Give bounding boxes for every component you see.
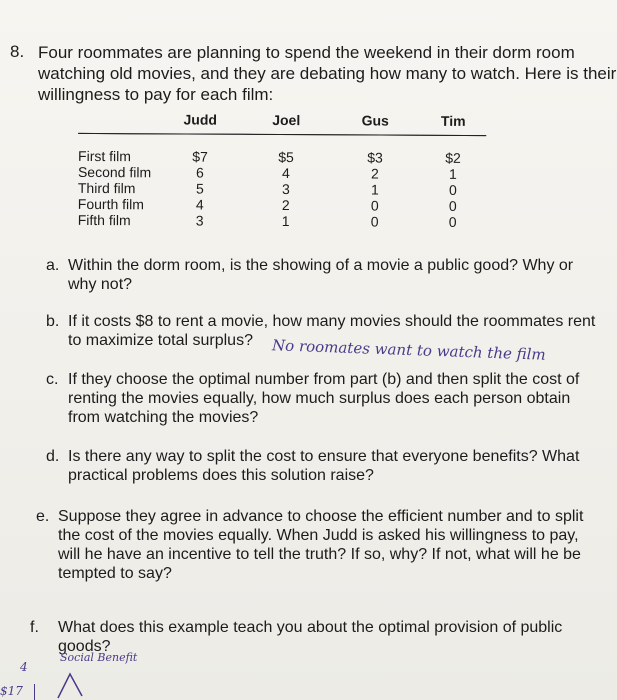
table-row	[78, 196, 486, 214]
part-line: practical problems does this solution raise?	[68, 467, 374, 484]
table-cell: 0	[370, 197, 379, 214]
part-label: c.	[46, 371, 59, 388]
question-number: 8.	[10, 42, 25, 61]
part-line: Within the dorm room, is the showing of a movie a public good? Why or	[68, 257, 574, 274]
table-cell: 0	[370, 213, 379, 230]
table-cell: 5	[195, 180, 204, 197]
part-label: a.	[46, 257, 60, 274]
question-line: Four roommates are planning to spend the weekend in their dorm room	[38, 43, 575, 62]
handwritten-margin-mark: 4	[20, 660, 28, 674]
table-cell: 1	[370, 181, 379, 198]
handwritten-answer-b: No roomates want to watch the film	[271, 336, 546, 364]
table-row	[78, 212, 486, 230]
table-cell: 0	[448, 197, 457, 214]
part-label: f.	[30, 619, 39, 636]
table-header: Judd	[183, 111, 218, 128]
row-label: Fourth film	[77, 195, 144, 213]
handwritten-margin-amount: $17	[0, 684, 35, 700]
part-line: to maximize total surplus?	[68, 332, 253, 349]
table-cell: $2	[445, 149, 461, 166]
row-label: Third film	[77, 179, 136, 197]
question-prompt	[38, 42, 617, 105]
part-label: d.	[46, 448, 60, 465]
table-cell: 4	[282, 165, 290, 182]
part-line: tempted to say?	[58, 565, 172, 582]
table-cell: 6	[196, 164, 204, 181]
row-label: Second film	[77, 163, 152, 181]
handwritten-stroke	[56, 668, 116, 700]
willingness-to-pay-table	[78, 111, 487, 230]
row-label: Fifth film	[77, 211, 131, 229]
table-header-row	[78, 111, 486, 136]
table-cell: $5	[278, 148, 294, 166]
part-line: What does this example teach you about the optimal provision of public	[58, 619, 563, 636]
part-line: renting the movies equally, how much surplus does each person obtain	[68, 390, 571, 407]
table-header	[78, 111, 158, 134]
handwritten-note-social-benefit: Social Benefit	[60, 651, 138, 664]
table-row	[78, 133, 486, 166]
part-line: If it costs $8 to rent a movie, how many movies should the roommates rent	[68, 313, 596, 330]
part-text	[68, 447, 579, 485]
table-header: Joel	[272, 111, 301, 129]
part-line: If they choose the optimal number from part (b) and then split the cost of	[68, 371, 580, 388]
table-cell: $7	[192, 148, 208, 165]
part-line: Suppose they agree in advance to choose the efficient number and to split	[58, 508, 584, 525]
part-line: why not?	[68, 276, 133, 293]
table-row	[78, 164, 486, 182]
part-text	[68, 370, 579, 427]
part-line: goods?	[58, 638, 111, 655]
part-text	[58, 507, 583, 583]
table-cell: 2	[371, 165, 379, 182]
table-cell: 1	[449, 165, 457, 182]
table-header: Tim	[440, 112, 466, 129]
part-text	[68, 256, 573, 294]
part-line: Is there any way to split the cost to ensure that everyone benefits? What	[68, 448, 580, 465]
question-line: watching old movies, and they are debating how many to watch. Here is their	[38, 64, 617, 83]
part-label: e.	[36, 508, 50, 525]
row-label: First film	[78, 147, 132, 165]
table-header: Gus	[361, 112, 389, 129]
table-cell: 0	[448, 213, 457, 230]
part-line: will he have an incentive to tell the truth? If so, why? If not, what will he be	[58, 546, 581, 563]
table-cell: 4	[195, 196, 204, 213]
table-cell: 0	[448, 181, 457, 198]
table-cell: 3	[195, 212, 204, 229]
part-line: from watching the movies?	[68, 409, 259, 426]
table-cell: 3	[281, 181, 290, 198]
table-cell: 2	[281, 197, 290, 214]
table-cell: 1	[281, 212, 290, 230]
question-line: willingness to pay for each film:	[38, 85, 274, 104]
table-cell: $3	[367, 149, 383, 166]
part-label: b.	[46, 313, 60, 330]
part-line: the cost of the movies equally. When Judd is asked his willingness to pay,	[58, 527, 579, 544]
